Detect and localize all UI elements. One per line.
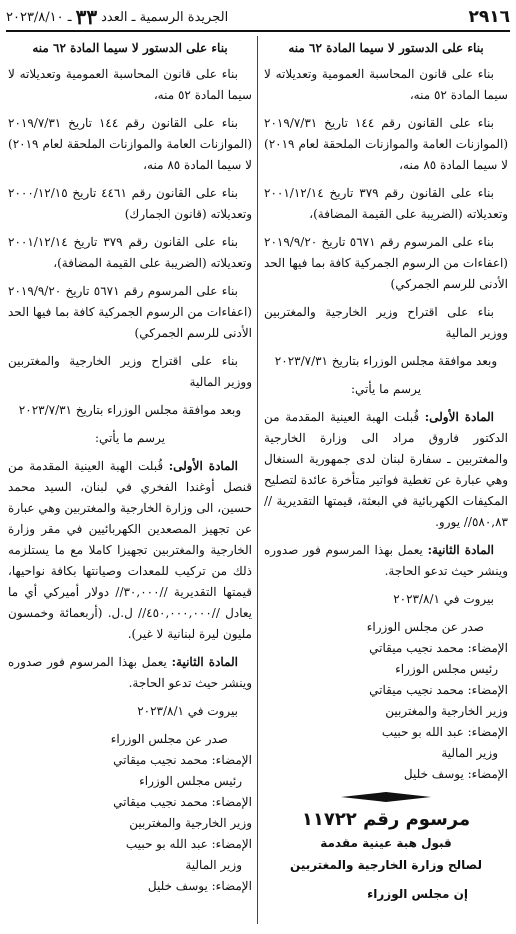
preamble-heading: بناء على الدستور لا سيما المادة ٦٢ منه	[288, 41, 484, 55]
preamble-paragraph: بناء على اقتراح وزير الخارجية والمغتربين ووزير المالية	[8, 354, 252, 389]
signature-line: الإمضاء: محمد نجيب ميقاتي	[369, 641, 508, 655]
decree-number: مرسوم رقم ١١٧٢٢	[301, 809, 471, 830]
article-text: قُبلت الهبة العينية المقدمة من قنصل أوغندا الفخري في لبنان، السيد محمد حسين، الى وزارة الخارجية والمغتربين وهي عبارة عن تجهيز المصعدين الكهربائيين في مقر وزارة الخارجية والمغتربين تجهيزا كاملا مع ما يستلزمه ذلك من تركيب للمعدات وصيانتها بكافة نواحيها، قيمتها التقديرية //٣٠,٠٠٠// دولار أميركي أي ما يعادل //٤٥٠,٠٠٠,٠٠٠// ل.ل. (أربعمائة وخمسون مليون ليرة لبنانية لا غير).	[8, 459, 252, 641]
article-2	[264, 540, 508, 582]
signature-line: الإمضاء: محمد نجيب ميقاتي	[113, 795, 252, 809]
separator-ornament-icon	[341, 792, 431, 802]
gazette-name: الجريدة الرسمية ـ العدد	[101, 9, 229, 25]
signature-line: الإمضاء: عبد الله بو حبيب	[381, 725, 508, 739]
article-label: المادة الأولى:	[424, 410, 494, 424]
article-1	[264, 407, 508, 533]
decree-subtitle: لصالح وزارة الخارجية والمغتربين	[290, 858, 482, 872]
page-header	[6, 4, 510, 32]
decree-title: قبول هبة عينية مقدمة	[320, 836, 452, 850]
signature-line: الإمضاء: عبد الله بو حبيب	[125, 837, 252, 851]
signature-line: وزير المالية	[441, 746, 498, 760]
article-label: المادة الثانية:	[427, 543, 494, 557]
signature-line: صدر عن مجلس الوزراء	[110, 732, 228, 746]
signature-line: الإمضاء: محمد نجيب ميقاتي	[113, 753, 252, 767]
signature-line: الإمضاء: محمد نجيب ميقاتي	[369, 683, 508, 697]
right-column	[264, 38, 508, 928]
signature-line: رئيس مجلس الوزراء	[395, 662, 498, 676]
article-label: المادة الثانية:	[171, 655, 238, 669]
preamble-paragraph: بناء على المرسوم رقم ٥٦٧١ تاريخ ٢٠١٩/٩/٢٠ (اعفاءات من الرسوم الجمركية كافة بما فيها الحد الأدنى للرسم الجمركي)	[264, 235, 508, 291]
preamble-paragraph: بناء على المرسوم رقم ٥٦٧١ تاريخ ٢٠١٩/٩/٢٠ (اعفاءات من الرسوم الجمركية كافة بما فيها الحد الأدنى للرسم الجمركي)	[8, 284, 252, 340]
page-number: ٢٩١٦	[468, 7, 510, 27]
signature-block	[264, 617, 508, 785]
decree-issuer: إن مجلس الوزراء	[367, 887, 468, 901]
article-2	[8, 652, 252, 694]
preamble-paragraph: بناء على قانون المحاسبة العمومية وتعديلاته لا سيما المادة ٥٢ منه،	[8, 67, 252, 102]
column-divider	[257, 36, 258, 924]
decrees-line: يرسم ما يأتي:	[350, 382, 422, 396]
article-text: يعمل بهذا المرسوم فور صدوره وينشر حيث تدعو الحاجة.	[8, 655, 252, 690]
issue-number: ٣٣	[75, 5, 98, 29]
preamble-paragraph: بناء على القانون رقم ١٤٤ تاريخ ٢٠١٩/٧/٣١ (الموازنات العامة والموازنات الملحقة لعام ٢٠١٩) لا سيما المادة ٨٥ منه،	[8, 116, 252, 172]
signature-line: رئيس مجلس الوزراء	[139, 774, 242, 788]
signature-line: صدر عن مجلس الوزراء	[366, 620, 484, 634]
running-header	[6, 5, 228, 29]
signature-line: وزير المالية	[185, 858, 242, 872]
preamble-paragraph: بناء على القانون رقم ٤٤٦١ تاريخ ٢٠٠٠/١٢/١٥ وتعديلاته (قانون الجمارك)	[8, 186, 252, 221]
signature-block	[8, 729, 252, 897]
signature-line: الإمضاء: يوسف خليل	[403, 767, 508, 781]
signature-line: وزير الخارجية والمغتربين	[385, 704, 508, 718]
preamble-heading: بناء على الدستور لا سيما المادة ٦٢ منه	[32, 41, 228, 55]
place-date: بيروت في ٢٠٢٣/٨/١	[137, 704, 238, 718]
approval-line: وبعد موافقة مجلس الوزراء بتاريخ ٢٠٢٣/٧/٣١	[274, 354, 498, 368]
section-separator	[264, 789, 508, 805]
preamble-paragraph: بناء على قانون المحاسبة العمومية وتعديلاته لا سيما المادة ٥٢ منه،	[264, 67, 508, 102]
signature-line: وزير الخارجية والمغتربين	[129, 816, 252, 830]
left-column	[8, 38, 252, 928]
preamble-paragraph: بناء على اقتراح وزير الخارجية والمغتربين ووزير المالية	[264, 305, 508, 340]
approval-line: وبعد موافقة مجلس الوزراء بتاريخ ٢٠٢٣/٧/٣١	[18, 403, 242, 417]
place-date: بيروت في ٢٠٢٣/٨/١	[393, 592, 494, 606]
issue-date: ـ ٢٠٢٣/٨/١٠	[6, 9, 72, 25]
decrees-line: يرسم ما يأتي:	[94, 431, 166, 445]
signature-line: الإمضاء: يوسف خليل	[147, 879, 252, 893]
preamble-paragraph: بناء على القانون رقم ٣٧٩ تاريخ ٢٠٠١/١٢/١٤ وتعديلاته (الضريبة على القيمة المضافة)،	[8, 235, 252, 270]
preamble-paragraph: بناء على القانون رقم ١٤٤ تاريخ ٢٠١٩/٧/٣١ (الموازنات العامة والموازنات الملحقة لعام ٢٠١٩) لا سيما المادة ٨٥ منه،	[264, 116, 508, 172]
article-text: قُبلت الهبة العينية المقدمة من الدكتور فاروق مراد الى وزارة الخارجية والمغتربين ـ سفارة لبنان لدى جمهورية السنغال وهي عبارة عن تغطية فواتير متأخرة عائدة لتصليح المكيفات الكهربائية في البعثة، قيمتها التقديرية //٥٨٠,٨٣// يورو.	[264, 410, 508, 529]
article-1	[8, 456, 252, 645]
article-text: يعمل بهذا المرسوم فور صدوره وينشر حيث تدعو الحاجة.	[264, 543, 508, 578]
article-label: المادة الأولى:	[168, 459, 238, 473]
preamble-paragraph: بناء على القانون رقم ٣٧٩ تاريخ ٢٠٠١/١٢/١٤ وتعديلاته (الضريبة على القيمة المضافة)،	[264, 186, 508, 221]
